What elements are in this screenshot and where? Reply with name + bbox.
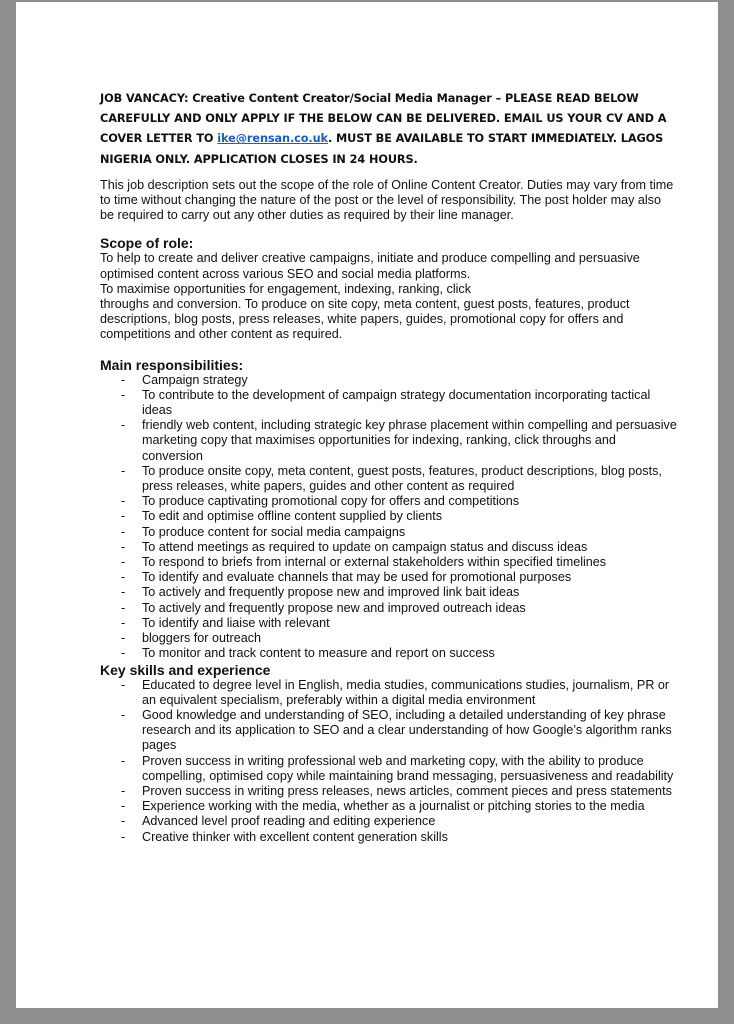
list-item: - Campaign strategy — [121, 372, 248, 387]
email-link[interactable]: ike@rensan.co.uk — [217, 132, 328, 146]
list-item: - To produce onsite copy, meta content, guest posts, features, product descriptions, blog posts, press releases, white papers, guides and other content as required — [121, 463, 662, 494]
list-item: - To actively and frequently propose new and improved link bait ideas — [121, 585, 520, 600]
scope-line-1: To help to create and deliver creative campaigns, initiate and produce compelling and persuasive optimised content across various SEO and social media platforms. — [100, 251, 640, 281]
skills-title: Key skills and experience — [100, 661, 271, 678]
list-item: - To produce content for social media campaigns — [121, 524, 406, 539]
scope-line-2: To maximise opportunities for engagement, indexing, ranking, click — [100, 281, 472, 296]
list-item: - Proven success in writing professional web and marketing copy, with the ability to produce compelling, optimised copy while maintaining brand messaging, persuasiveness and readability — [121, 753, 674, 783]
list-item: - Creative thinker with excellent content generation skills — [121, 829, 448, 844]
list-item: - Good knowledge and understanding of SEO, including a detailed understanding of key phrase research and its application to SEO and a clear understanding of how Google’s algorithm ranks pages — [121, 707, 672, 753]
list-item: - Educated to degree level in English, media studies, communications studies, journalism, PR or an equivalent specialism, preferably within a digital media environment — [121, 677, 670, 707]
list-item: - Experience working with the media, whether as a journalist or pitching stories to the media — [121, 799, 645, 814]
list-item: - To attend meetings as required to update on campaign status and discuss ideas — [121, 539, 588, 554]
list-item: - To contribute to the development of campaign strategy documentation incorporating tactical ideas — [121, 387, 651, 418]
list-item: - To actively and frequently propose new and improved outreach ideas — [121, 600, 526, 615]
list-item: - Advanced level proof reading and editing experience — [121, 814, 436, 829]
scope-line-3: throughs and conversion. To produce on site copy, meta content, guest posts, features, product descriptions, blog posts, press releases, white papers, guides, promotional copy for offers and competitions and other content as required. — [100, 297, 630, 342]
skills-list — [100, 678, 678, 845]
list-item: - To identify and evaluate channels that may be used for promotional purposes — [121, 570, 572, 585]
intro-paragraph: This job description sets out the scope of the role of Online Content Creator. Duties may vary from time to time without changing the nature of the post or the level of responsibility. The post holder may also be required to carry out any other duties as required by their line manager. — [100, 177, 674, 223]
list-item: - To monitor and track content to measure and report on success — [121, 646, 495, 661]
responsibilities-title: Main responsibilities: — [100, 356, 244, 373]
list-item: - Proven success in writing press releases, news articles, comment pieces and press statements — [121, 783, 672, 798]
document-page — [16, 2, 718, 1008]
heading-text-start: JOB VANCACY: Creative Content Creator/Social Media Manager – PLEASE READ BELOW CAREFULLY AND ONLY APPLY IF THE BELOW CAN BE DELIVERED. EMAIL US YOUR CV AND A COVER LETTER TO — [100, 92, 667, 146]
list-item: - To edit and optimise offline content supplied by clients — [121, 509, 443, 524]
list-item: - To identify and liaise with relevant — [121, 615, 330, 630]
scope-title: Scope of role: — [100, 235, 194, 252]
list-item: - friendly web content, including strategic key phrase placement within compelling and persuasive marketing copy that maximises opportunities for indexing, ranking, click throughs and conversion — [121, 418, 677, 463]
heading-text-end: . MUST BE AVAILABLE TO START IMMEDIATELY. LAGOS NIGERIA ONLY. APPLICATION CLOSES IN 24 HOURS. — [100, 132, 664, 166]
job-heading — [100, 89, 678, 170]
list-item: - To respond to briefs from internal or external stakeholders within specified timelines — [121, 555, 607, 570]
responsibilities-list — [100, 373, 678, 662]
list-item: - To produce captivating promotional copy for offers and competitions — [121, 494, 520, 509]
list-item: - bloggers for outreach — [121, 631, 262, 646]
